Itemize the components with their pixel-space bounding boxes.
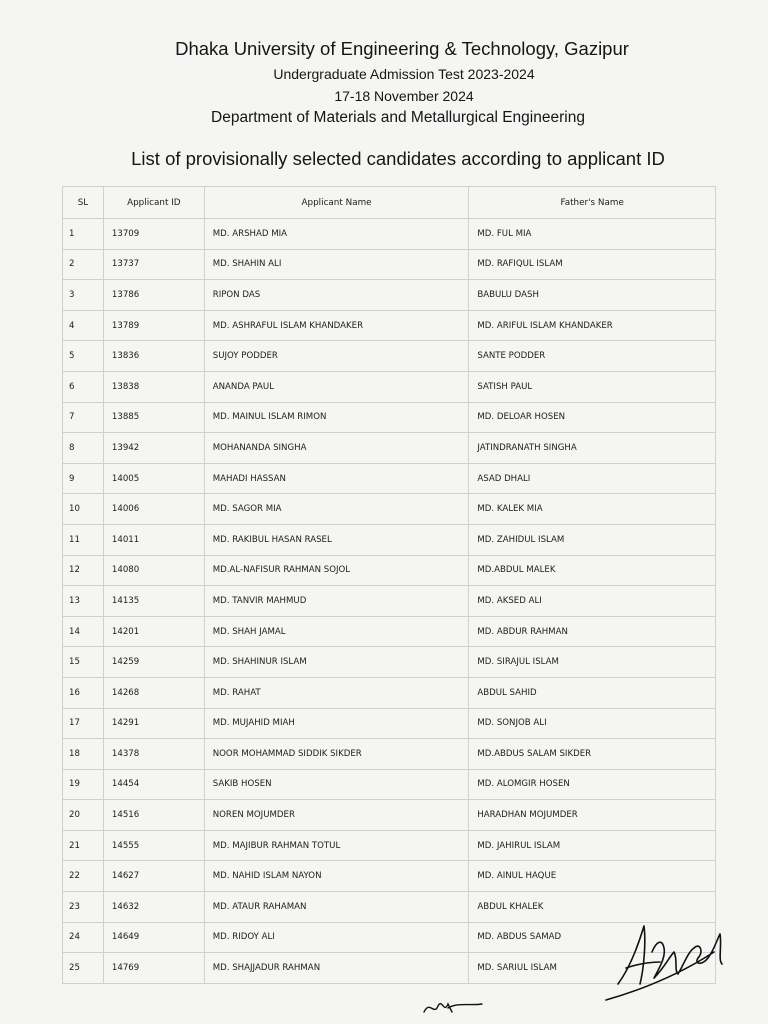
column-header-applicant-id: Applicant ID bbox=[103, 187, 204, 219]
table-row bbox=[63, 708, 716, 739]
table-row bbox=[63, 830, 716, 861]
cell-applicant-name: MD. SHAHINUR ISLAM bbox=[204, 647, 469, 678]
cell-applicant-name: MD. SHAH JAMAL bbox=[204, 616, 469, 647]
cell-applicant-name: NOREN MOJUMDER bbox=[204, 800, 469, 831]
cell-applicant-name: MD. TANVIR MAHMUD bbox=[204, 586, 469, 617]
cell-applicant-id: 13789 bbox=[103, 310, 204, 341]
table-row bbox=[63, 739, 716, 770]
cell-applicant-id: 14080 bbox=[103, 555, 204, 586]
admission-test-title: Undergraduate Admission Test 2023-2024 bbox=[273, 66, 535, 82]
cell-applicant-name: MD. RAHAT bbox=[204, 677, 469, 708]
cell-fathers-name: SATISH PAUL bbox=[469, 371, 716, 402]
cell-applicant-id: 14627 bbox=[103, 861, 204, 892]
cell-applicant-id: 13786 bbox=[103, 280, 204, 311]
table-row bbox=[63, 524, 716, 555]
cell-applicant-name: NOOR MOHAMMAD SIDDIK SIKDER bbox=[204, 739, 469, 770]
cell-sl: 13 bbox=[63, 586, 104, 617]
cell-fathers-name: MD. JAHIRUL ISLAM bbox=[469, 830, 716, 861]
cell-sl: 10 bbox=[63, 494, 104, 525]
cell-sl: 4 bbox=[63, 310, 104, 341]
cell-sl: 1 bbox=[63, 219, 104, 250]
table-row bbox=[63, 433, 716, 464]
cell-applicant-name: MD. NAHID ISLAM NAYON bbox=[204, 861, 469, 892]
cell-sl: 18 bbox=[63, 739, 104, 770]
cell-applicant-name: RIPON DAS bbox=[204, 280, 469, 311]
cell-sl: 24 bbox=[63, 922, 104, 953]
cell-applicant-id: 14011 bbox=[103, 524, 204, 555]
cell-fathers-name: HARADHAN MOJUMDER bbox=[469, 800, 716, 831]
cell-applicant-name: MOHANANDA SINGHA bbox=[204, 433, 469, 464]
cell-fathers-name: MD. ARIFUL ISLAM KHANDAKER bbox=[469, 310, 716, 341]
cell-fathers-name: SANTE PODDER bbox=[469, 341, 716, 372]
table-row bbox=[63, 494, 716, 525]
cell-sl: 5 bbox=[63, 341, 104, 372]
cell-fathers-name: MD. DELOAR HOSEN bbox=[469, 402, 716, 433]
table-row bbox=[63, 249, 716, 280]
cell-applicant-id: 13885 bbox=[103, 402, 204, 433]
cell-applicant-name: MD. SHAHIN ALI bbox=[204, 249, 469, 280]
signature-icon bbox=[604, 912, 734, 1012]
cell-sl: 9 bbox=[63, 463, 104, 494]
cell-applicant-name: MD. MAJIBUR RAHMAN TOTUL bbox=[204, 830, 469, 861]
cell-fathers-name: MD.ABDUL MALEK bbox=[469, 555, 716, 586]
cell-sl: 11 bbox=[63, 524, 104, 555]
cell-fathers-name: MD. FUL MIA bbox=[469, 219, 716, 250]
cell-sl: 2 bbox=[63, 249, 104, 280]
cell-applicant-id: 14555 bbox=[103, 830, 204, 861]
cell-applicant-id: 13942 bbox=[103, 433, 204, 464]
table-row bbox=[63, 800, 716, 831]
cell-applicant-id: 13836 bbox=[103, 341, 204, 372]
column-header-applicant-name: Applicant Name bbox=[204, 187, 469, 219]
cell-applicant-id: 13838 bbox=[103, 371, 204, 402]
cell-applicant-name: SAKIB HOSEN bbox=[204, 769, 469, 800]
table-row bbox=[63, 371, 716, 402]
test-date: 17-18 November 2024 bbox=[334, 88, 474, 104]
cell-applicant-id: 14201 bbox=[103, 616, 204, 647]
cell-sl: 6 bbox=[63, 371, 104, 402]
cell-fathers-name: ABDUL SAHID bbox=[469, 677, 716, 708]
cell-fathers-name: MD. AINUL HAQUE bbox=[469, 861, 716, 892]
cell-applicant-id: 14005 bbox=[103, 463, 204, 494]
cell-applicant-id: 14454 bbox=[103, 769, 204, 800]
column-header-sl: SL bbox=[63, 187, 104, 219]
cell-applicant-id: 14632 bbox=[103, 892, 204, 923]
department-title: Department of Materials and Metallurgical Engineering bbox=[211, 109, 585, 126]
cell-sl: 12 bbox=[63, 555, 104, 586]
table-body bbox=[63, 219, 716, 984]
list-title: List of provisionally selected candidates according to applicant ID bbox=[131, 148, 665, 169]
cell-fathers-name: MD. AKSED ALI bbox=[469, 586, 716, 617]
cell-applicant-name: MD. ATAUR RAHAMAN bbox=[204, 892, 469, 923]
cell-applicant-id: 13709 bbox=[103, 219, 204, 250]
cell-applicant-name: MD. RAKIBUL HASAN RASEL bbox=[204, 524, 469, 555]
cell-applicant-id: 14378 bbox=[103, 739, 204, 770]
cell-applicant-name: MD. RIDOY ALI bbox=[204, 922, 469, 953]
table-row bbox=[63, 861, 716, 892]
initials-signature-icon bbox=[418, 990, 498, 1020]
cell-applicant-name: MD. MUJAHID MIAH bbox=[204, 708, 469, 739]
cell-sl: 16 bbox=[63, 677, 104, 708]
cell-fathers-name: MD. SARIUL ISLAM bbox=[469, 953, 716, 984]
cell-sl: 25 bbox=[63, 953, 104, 984]
cell-sl: 3 bbox=[63, 280, 104, 311]
cell-applicant-name: ANANDA PAUL bbox=[204, 371, 469, 402]
cell-applicant-id: 14135 bbox=[103, 586, 204, 617]
cell-sl: 7 bbox=[63, 402, 104, 433]
cell-applicant-id: 14268 bbox=[103, 677, 204, 708]
cell-fathers-name: MD.ABDUS SALAM SIKDER bbox=[469, 739, 716, 770]
cell-applicant-id: 14649 bbox=[103, 922, 204, 953]
column-header-fathers-name: Father's Name bbox=[469, 187, 716, 219]
table-row bbox=[63, 280, 716, 311]
cell-applicant-name: MD. SAGOR MIA bbox=[204, 494, 469, 525]
cell-sl: 23 bbox=[63, 892, 104, 923]
table-row bbox=[63, 647, 716, 678]
table-row bbox=[63, 616, 716, 647]
table-row bbox=[63, 310, 716, 341]
table-row bbox=[63, 586, 716, 617]
cell-sl: 15 bbox=[63, 647, 104, 678]
cell-sl: 22 bbox=[63, 861, 104, 892]
cell-applicant-name: MD. ARSHAD MIA bbox=[204, 219, 469, 250]
table-row bbox=[63, 463, 716, 494]
cell-fathers-name: MD. SIRAJUL ISLAM bbox=[469, 647, 716, 678]
cell-fathers-name: BABULU DASH bbox=[469, 280, 716, 311]
table-row bbox=[63, 219, 716, 250]
table-row bbox=[63, 769, 716, 800]
cell-fathers-name: ABDUL KHALEK bbox=[469, 892, 716, 923]
table-header-row bbox=[63, 187, 716, 219]
cell-applicant-name: SUJOY PODDER bbox=[204, 341, 469, 372]
cell-sl: 19 bbox=[63, 769, 104, 800]
cell-fathers-name: MD. ABDUR RAHMAN bbox=[469, 616, 716, 647]
cell-applicant-name: MD. MAINUL ISLAM RIMON bbox=[204, 402, 469, 433]
table-row bbox=[63, 341, 716, 372]
cell-applicant-name: MD. ASHRAFUL ISLAM KHANDAKER bbox=[204, 310, 469, 341]
table-row bbox=[63, 677, 716, 708]
cell-fathers-name: ASAD DHALI bbox=[469, 463, 716, 494]
cell-applicant-name: MD.AL-NAFISUR RAHMAN SOJOL bbox=[204, 555, 469, 586]
cell-fathers-name: JATINDRANATH SINGHA bbox=[469, 433, 716, 464]
candidates-table bbox=[62, 186, 716, 984]
university-title: Dhaka University of Engineering & Technology, Gazipur bbox=[175, 38, 629, 59]
cell-applicant-name: MD. SHAJJADUR RAHMAN bbox=[204, 953, 469, 984]
cell-applicant-id: 14291 bbox=[103, 708, 204, 739]
cell-sl: 14 bbox=[63, 616, 104, 647]
cell-applicant-id: 13737 bbox=[103, 249, 204, 280]
cell-fathers-name: MD. KALEK MIA bbox=[469, 494, 716, 525]
cell-sl: 17 bbox=[63, 708, 104, 739]
cell-fathers-name: MD. ZAHIDUL ISLAM bbox=[469, 524, 716, 555]
cell-fathers-name: MD. ALOMGIR HOSEN bbox=[469, 769, 716, 800]
cell-applicant-id: 14769 bbox=[103, 953, 204, 984]
cell-fathers-name: MD. SONJOB ALI bbox=[469, 708, 716, 739]
cell-applicant-id: 14259 bbox=[103, 647, 204, 678]
cell-fathers-name: MD. ABDUS SAMAD bbox=[469, 922, 716, 953]
cell-sl: 8 bbox=[63, 433, 104, 464]
cell-fathers-name: MD. RAFIQUL ISLAM bbox=[469, 249, 716, 280]
cell-applicant-name: MAHADI HASSAN bbox=[204, 463, 469, 494]
table-row bbox=[63, 402, 716, 433]
cell-sl: 21 bbox=[63, 830, 104, 861]
cell-applicant-id: 14516 bbox=[103, 800, 204, 831]
cell-sl: 20 bbox=[63, 800, 104, 831]
cell-applicant-id: 14006 bbox=[103, 494, 204, 525]
table-row bbox=[63, 555, 716, 586]
